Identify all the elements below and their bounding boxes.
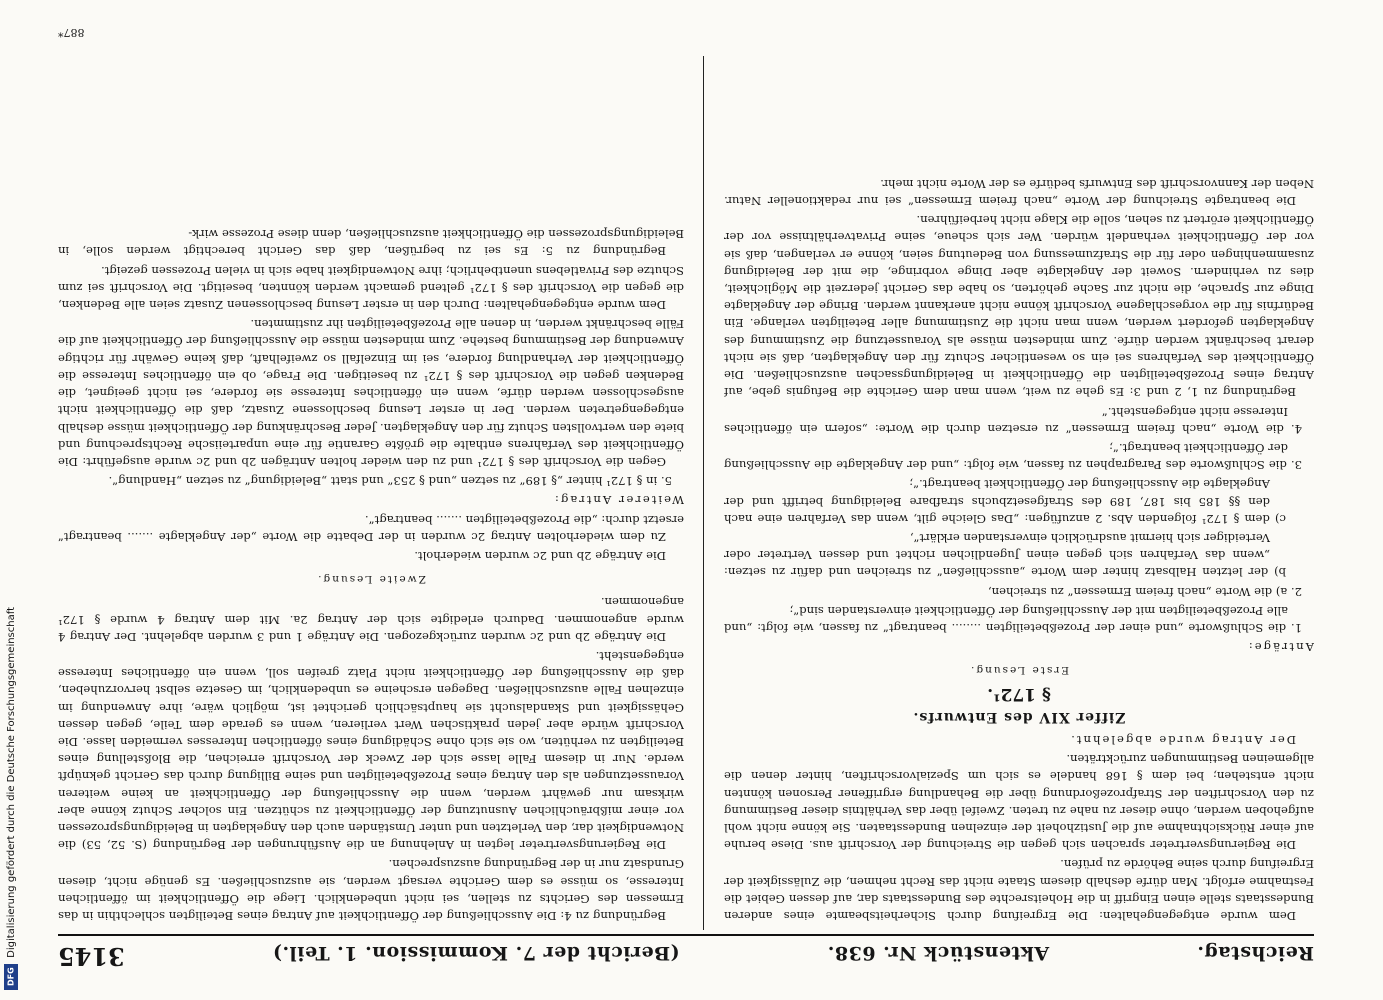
paragraph: Der Antrag wurde abgelehnt. (1069, 732, 1296, 747)
motion-item: 5. in § 172¹ hinter „§ 189“ zu setzen „und § 253“ und statt „Beleidigung“ zu setzen „Handlung“. (108, 474, 672, 489)
paragraph: Die Anträge 2b und 2c wurden wiederholt. (414, 548, 666, 563)
paragraph: Begründung zu 4: Die Ausschließung der Öffentlichkeit auf Antrag eines Beteiligten schlechthin in das Ermessen des Gerichts zu stellen, sei nicht unbedenklich. Liege die Öffentlichkeit im öffentlichen Interesse, so müsse es dem Gerichte versagt werden, sie auszuschließen. Es genüge nicht, diesen Grundsatz nur in der Begründung auszusprechen. (58, 857, 684, 923)
document-page (44, 20, 1344, 992)
section-heading: Ziffer XIV des Entwurfs. (912, 708, 1126, 725)
motion-item: 4. die Worte „nach freiem Ermessen“ zu ersetzen durch die Worte: „sofern ein öffentliches Interesse nicht entgegensteht.“ (724, 404, 1302, 436)
paragraph: Zu dem wiederholten Antrag 2c wurden in der Debatte die Worte „der Angeklagte ....... beantragt“ ersetzt durch: „die Prozeßbeteiligten ....... beantragt“. (58, 512, 684, 544)
paragraph: Begründung zu 1, 2 und 3: Es gehe zu weit, wenn man dem Gerichte die Befugnis gebe, auf Antrag eines Prozeßbeteiligten die Öffentlichkeit in Beleidigungssachen auszuschließen. Die Öffentlichkeit des Verfahrens sei ein so wesentlicher Schutz für den Angeklagten, daß sie nicht derart beschränkt werden dürfe. Zum mindesten müsse als Voraussetzung die Zustimmung des Angeklagten gefordert werden, wenn man nicht die Zustimmung aller Beteiligten verlange. Ein Bedürfnis für die vorgeschlagene Vorschrift könne nicht anerkannt werden. Bringe der Angeklagte Dinge zur Sprache, die nicht zur Sache gehörten, so habe das Gericht jederzeit die Möglichkeit, dies zu verhindern. Soweit der Angeklagte aber Dinge vorbringe, die mit der Beleidigung zusammenhingen oder für die Strafzumessung von Bedeutung seien, könne er verlangen, daß sie vor der Öffentlichkeit verhandelt würden. Wer sich scheue, seine Privatverhältnisse vor der Öffentlichkeit erörtert zu sehen, solle die Klage nicht herbeiführen. (724, 213, 1314, 400)
header-left: Reichstag. (1196, 942, 1314, 964)
motions-label: Anträge: (1246, 640, 1314, 655)
motion-item: 1. die Schlußworte „und einer der Prozeßbeteiligten ........ beantragt“ zu fassen, wie folgt: „und alle Prozeßbeteiligten mit der Ausschließung der Öffentlichkeit einverstanden sind“; (724, 603, 1302, 635)
paragraph: Begründung zu 5: Es sei zu begrüßen, daß das Gericht berechtigt werden solle, in Beleidigungsprozessen die Öffentlichkeit auszuschließen, denn diese Prozesse wirk- (58, 227, 684, 259)
motion-item: b) der letzten Halbsatz hinter dem Worte „ausschließen“ zu streichen und dafür zu setzen: „wenn das Verfahren sich gegen einen Jugendlichen richtet und dessen Vertreter oder Verteidiger sich hiermit ausdrücklich einverstanden erklärt“, (724, 530, 1286, 580)
motion-item: 3. die Schlußworte des Paragraphen zu fassen, wie folgt: „und der Angeklagte die Ausschließung der Öffentlichkeit beantragt.“; (724, 440, 1302, 473)
column-divider (703, 56, 704, 930)
signature-mark: 887* (58, 26, 85, 39)
page-header (58, 934, 1314, 992)
reading-heading: Erste Lesung. (969, 664, 1070, 677)
motions-label: Weiterer Antrag: (553, 493, 684, 508)
paragraph: Die Anträge 2b und 2c wurden zurückgezogen. Die Anträge 1 und 3 wurden abgelehnt. Der Antrag 4 wurde angenommen. Dadurch erledigte sich der Antrag 2a. Mit dem Antrag 4 wurde § 172¹ angenommen. (58, 595, 684, 644)
header-center: Aktenstück Nr. 638. (827, 942, 1050, 964)
paragraph: Die Regierungsvertreter sprachen sich gegen die Streichung der Vorschrift aus. Diese beruhe auf einer Rücksichtnahme auf die Justizhoheit der einzelnen Bundesstaaten. Sie könne nicht wohl aufgehoben werden, ohne dieser zu nahe zu treten. Zweifel über das Verhältnis dieser Bestimmung zu den Vorschriften der Strafprozeßordnung über die Behandlung ergriffener Personen könnten nicht entstehen; bei dem § 168 handele es sich um Spezialvorschriften, hinter denen die allgemeinen Bestimmungen zurückträten. (724, 752, 1314, 853)
digitization-credit: Digitalisierung gefördert durch die Deutsche Forschungsgemeinschaft (5, 607, 17, 958)
paragraph: Gegen die Vorschrift des § 172¹ und zu den wieder holten Anträgen 2b und 2c wurde ausgeführt: Die Öffentlichkeit des Verfahrens enthalte die größte Garantie für eine unparteiische Rechtsprechung und biete den wertvollsten Schutz für den Angeklagten. Jeder Beschränkung der Öffentlichkeit müsse deshalb entgegengetreten werden. Der in erster Lesung beschlossene Zusatz, daß die Öffentlichkeit nicht ausgeschlossen werden dürfe, wenn ein öffentliches Interesse sie fordere, sei nicht geeignet, die Bedenken gegen die Vorschrift des § 172¹ zu beseitigen. Die Frage, ob ein öffentliches Interesse die Öffentlichkeit der Verhandlung fordere, sei im Einzelfall so zweifelhaft, daß keine Gewähr für richtige Anwendung der Bestimmung bestehe. Zum mindesten müsse die Ausschließung der Öffentlichkeit auf die Fälle beschränkt werden, in denen alle Prozeßbeteiligten ihr zustimmten. (58, 317, 684, 469)
paragraph: Dem wurde entgegengehalten: Durch den in erster Lesung beschlossenen Zusatz seien alle Bedenken, die gegen die Vorschrift des § 172¹ geltend gemacht werden könnten, beseitigt. Die Vorschrift sei zum Schutze des Privatlebens unentbehrlich; ihre Notwendigkeit habe sich in vielen Prozessen gezeigt. (58, 263, 684, 313)
right-column (58, 50, 684, 924)
paragraph: Dem wurde entgegengehalten: Die Ergreifung durch Sicherheitsbeamte eines anderen Bundesstaats stelle einen Eingriff in die Hoheitsrechte des Bundesstaats dar, auf dessen Gebiet die Festnahme erfolgt. Man dürfe deshalb diesem Staate nicht das Recht nehmen, die Zulässigkeit der Ergreifung durch seine Behörde zu prüfen. (724, 857, 1314, 923)
paragraph-heading: § 172¹. (987, 683, 1051, 704)
motion-item: 2. a) die Worte „nach freiem Ermessen“ zu streichen, (987, 584, 1302, 599)
page-number: 3145 (58, 942, 125, 971)
dfg-logo: DFG (4, 964, 18, 990)
left-column (724, 50, 1314, 924)
paragraph: Die Regierungsvertreter legten in Anlehnung an die Ausführungen der Begründung (S. 52, 53) die Notwendigkeit dar, den Verletzten und unter Umständen auch den Angeklagten in Beleidigungsprozessen vor einer mißbräuchlichen Ausnutzung der Öffentlichkeit zu schützen. Ein solcher Schutz könne aber wirksam nur gewährt werden, wenn die Ausschließung der Öffentlichkeit an keine weiteren Voraussetzungen als den Antrag eines Prozeßbeteiligten und seine Billigung durch das Gericht geknüpft werde. Nur in diesem Falle lasse sich der Zweck der Vorschrift erreichen, die Bloßstellung eines Beteiligten zu verhüten, wo sie sich ohne Schädigung eines öffentlichen Interesses vermeiden lasse. Die Vorschrift würde aber jeden praktischen Wert verlieren, wenn es gerade dem Teile, gegen dessen Gehässigkeit und Skandalsucht sie hauptsächlich gerichtet ist, möglich wäre, ihre Anwendung im einzelnen Falle auszuschließen. Dagegen erscheine es unbedenklich, im Gesetze selbst hervorzuheben, daß die Ausschließung der Öffentlichkeit nicht Platz greifen soll, wenn ein öffentliches Interesse entgegensteht. (58, 648, 684, 853)
sidebar (0, 0, 22, 1000)
motion-item: c) dem § 172¹ folgenden Abs. 2 anzufügen: „Das Gleiche gilt, wenn das Verfahren eine nach den §§ 185 bis 187, 189 des Strafgesetzbuchs strafbare Beleidigung betrifft und der Angeklagte die Ausschließung der Öffentlichkeit beantragt.“; (724, 477, 1286, 526)
paragraph: Die beantragte Streichung der Worte „nach freiem Ermessen“ sei nur redaktioneller Natur. Neben der Kannvorschrift des Entwurfs bedürfe es der Worte nicht mehr. (724, 176, 1314, 209)
reading-heading: Zweite Lesung. (316, 573, 426, 586)
header-right: (Bericht der 7. Kommission. 1. Teil.) (272, 942, 680, 964)
